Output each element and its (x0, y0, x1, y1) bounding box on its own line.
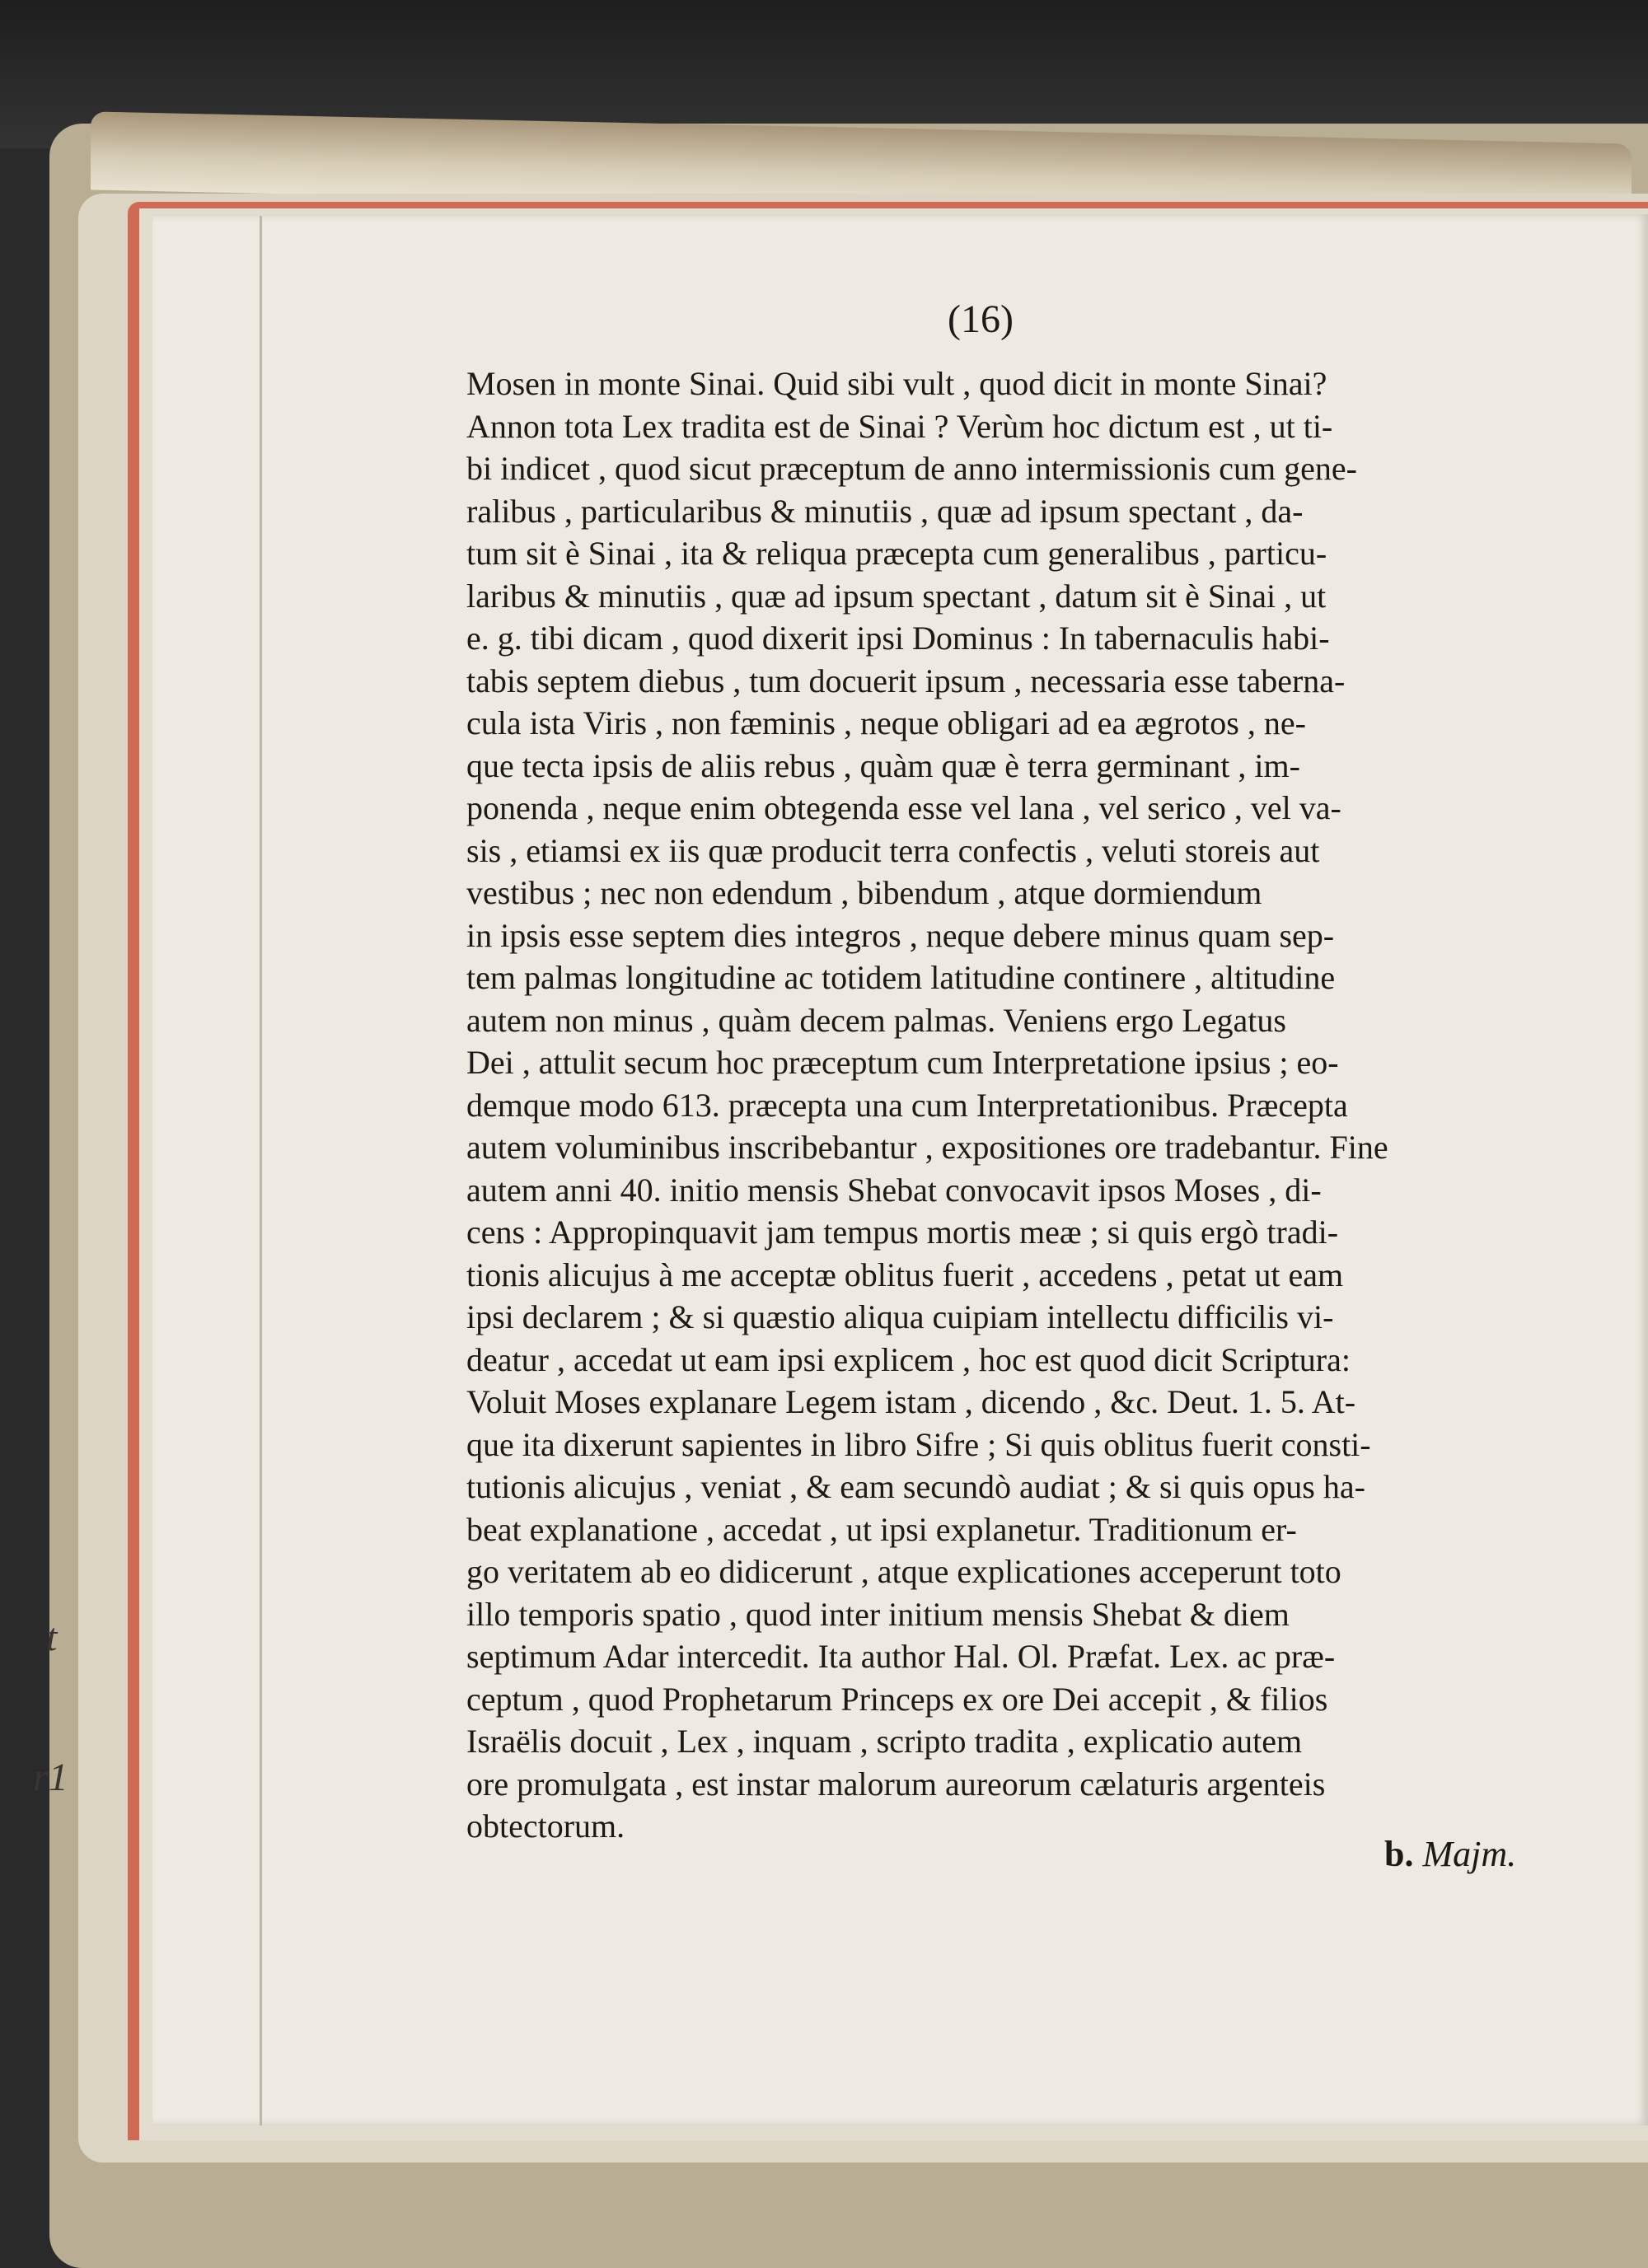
text-line (466, 1763, 1558, 1806)
text-line (466, 1254, 1558, 1297)
text-line (466, 1466, 1558, 1508)
text-line (466, 1041, 1558, 1084)
text-line-content: vestibus ; nec non edendum , bibendum , atque dormiendum (466, 874, 1262, 911)
text-line-content: que tecta ipsis de aliis rebus , quàm quæ è terra germinant , im- (466, 746, 1300, 784)
margin-mark-lower: r1 (33, 1756, 68, 1799)
catchword-text: Majm. (1422, 1834, 1517, 1874)
text-line-content: go veritatem ab eo didicerunt , atque explicationes acceperunt toto (466, 1553, 1341, 1590)
text-line-content: ore promulgata , est instar malorum aureorum cælaturis argenteis (466, 1765, 1326, 1803)
text-line-content: sis , etiamsi ex iis quæ producit terra confectis , veluti storeis aut (466, 831, 1320, 869)
text-line (466, 1126, 1558, 1169)
page-text-block (466, 362, 1558, 1848)
text-line (466, 575, 1558, 618)
text-line-content: laribus & minutiis , quæ ad ipsum spectant , datum sit è Sinai , ut (466, 577, 1327, 615)
text-line-content: deatur , accedat ut eam ipsi explicem , hoc est quod dicit Scriptura: (466, 1340, 1351, 1378)
text-line-content: que ita dixerunt sapientes in libro Sifre ; Si quis oblitus fuerit consti- (466, 1425, 1371, 1463)
margin-mark-upper: t (46, 1616, 58, 1659)
text-line (466, 362, 1558, 405)
catchword (1384, 1833, 1516, 1875)
text-line (466, 490, 1558, 533)
text-line-content: autem voluminibus inscribebantur , expositiones ore tradebantur. Fine (466, 1129, 1388, 1166)
text-line (466, 702, 1558, 745)
gutter-line (260, 216, 262, 2125)
text-line-content: Mosen in monte Sinai. Quid sibi vult , quod dicit in monte Sinai? (466, 365, 1327, 402)
page-number: (16) (948, 297, 1014, 341)
text-line (466, 447, 1558, 490)
text-line (466, 532, 1558, 575)
text-line (466, 1720, 1558, 1763)
text-line (466, 956, 1558, 999)
text-line-content: in ipsis esse septem dies integros , neque debere minus quam sep- (466, 916, 1335, 954)
text-line-content: ponenda , neque enim obtegenda esse vel lana , vel serico , vel va- (466, 789, 1341, 826)
text-line-content: Israëlis docuit , Lex , inquam , scripto tradita , explicatio autem (466, 1723, 1303, 1760)
text-line-content: cula ista Viris , non fæminis , neque obligari ad ea ægrotos , ne- (466, 704, 1306, 741)
text-line-content: tionis alicujus à me acceptæ oblitus fuerit , accedens , petat ut eam (466, 1256, 1344, 1293)
text-line-content: Dei , attulit secum hoc præceptum cum Interpretatione ipsius ; eo- (466, 1044, 1339, 1081)
text-line (466, 745, 1558, 788)
text-line-content: ceptum , quod Prophetarum Princeps ex ore Dei accepit , & filios (466, 1680, 1328, 1718)
text-line (466, 1339, 1558, 1382)
text-line (466, 1593, 1558, 1636)
text-line-content: autem non minus , quàm decem palmas. Veniens ergo Legatus (466, 1001, 1286, 1039)
text-line-content: cens : Appropinquavit jam tempus mortis meæ ; si quis ergò tradi- (466, 1213, 1339, 1251)
text-line (466, 1084, 1558, 1127)
text-line-content: septimum Adar intercedit. Ita author Hal. Ol. Præfat. Lex. ac præ- (466, 1638, 1336, 1675)
text-line-content: illo temporis spatio , quod inter initium mensis Shebat & diem (466, 1595, 1290, 1633)
text-line (466, 1424, 1558, 1466)
text-line-content: tem palmas longitudine ac totidem latitudine continere , altitudine (466, 959, 1336, 996)
text-line (466, 1635, 1558, 1678)
text-line-content: e. g. tibi dicam , quod dixerit ipsi Dominus : In tabernaculis habi- (466, 620, 1330, 657)
text-line-content: ralibus , particularibus & minutiis , quæ ad ipsum spectant , da- (466, 492, 1304, 530)
text-line-content: bi indicet , quod sicut præceptum de anno intermissionis cum gene- (466, 450, 1357, 487)
text-line (466, 999, 1558, 1042)
text-line-content: tabis septem diebus , tum docuerit ipsum , necessaria esse taberna- (466, 662, 1346, 699)
text-line-content: tutionis alicujus , veniat , & eam secundò audiat ; & si quis opus ha- (466, 1468, 1365, 1505)
text-line-content: demque modo 613. præcepta una cum Interpretationibus. Præcepta (466, 1086, 1348, 1124)
text-line (466, 1678, 1558, 1721)
text-line (466, 660, 1558, 703)
text-line (466, 787, 1558, 830)
text-line-content: obtectorum. (466, 1807, 625, 1845)
text-line (466, 617, 1558, 660)
text-line-content: autem anni 40. initio mensis Shebat convocavit ipsos Moses , di- (466, 1171, 1322, 1209)
text-line-content: Annon tota Lex tradita est de Sinai ? Verùm hoc dictum est , ut ti- (466, 407, 1333, 445)
text-line (466, 830, 1558, 872)
text-line-content: ipsi declarem ; & si quæstio aliqua cuipiam intellectu difficilis vi- (466, 1298, 1334, 1335)
text-line (466, 1381, 1558, 1424)
text-line-content: Voluit Moses explanare Legem istam , dicendo , &c. Deut. 1. 5. At- (466, 1383, 1356, 1420)
text-line-content: tum sit è Sinai , ita & reliqua præcepta cum generalibus , particu- (466, 535, 1327, 572)
text-line (466, 1550, 1558, 1593)
text-line (466, 1296, 1558, 1339)
text-line (466, 1508, 1558, 1551)
text-line-content: beat explanatione , accedat , ut ipsi explanetur. Traditionum er- (466, 1510, 1297, 1548)
text-line (466, 1211, 1558, 1254)
text-line (466, 405, 1558, 448)
text-line (466, 1169, 1558, 1212)
text-line (466, 914, 1558, 957)
text-line (466, 872, 1558, 914)
signature-mark: b. (1384, 1834, 1414, 1874)
